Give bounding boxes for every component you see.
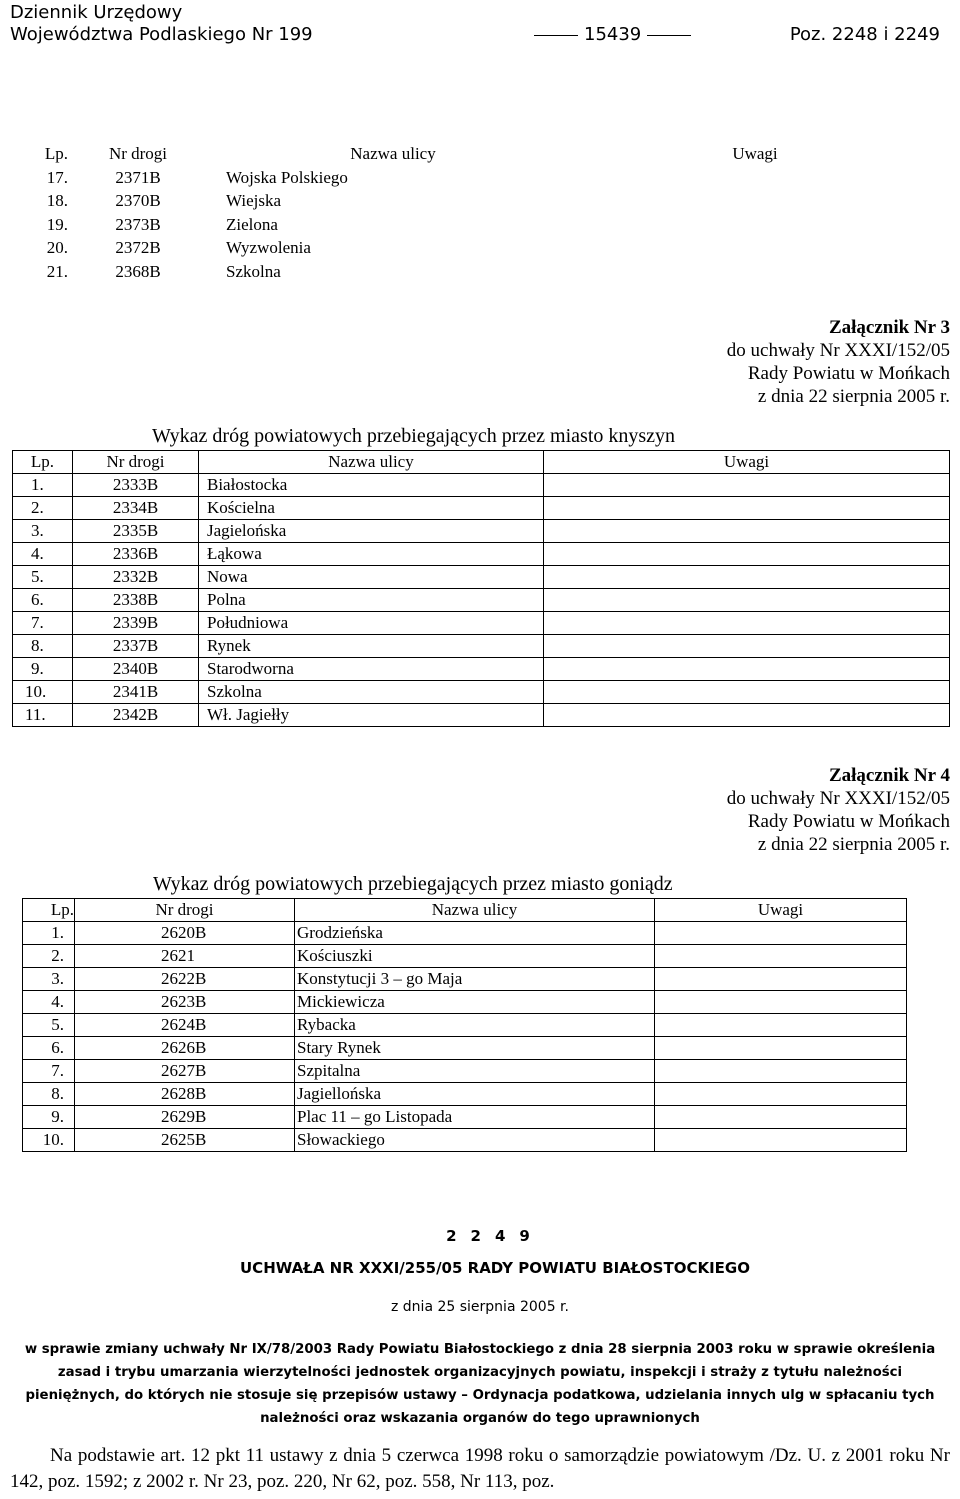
cell-lp: 8. <box>13 635 73 658</box>
table-row <box>13 474 950 497</box>
cell-nazwa: Konstytucji 3 – go Maja <box>295 968 655 991</box>
cell-uwagi <box>544 658 950 681</box>
table-header-row <box>13 451 950 474</box>
table-row <box>23 945 907 968</box>
cell-nazwa: Kościelna <box>199 497 544 520</box>
attachment-3-date: z dnia 22 sierpnia 2005 r. <box>757 386 950 407</box>
cell-nr: 2625B <box>75 1129 295 1152</box>
cell-lp: 5. <box>23 1014 75 1037</box>
table-row <box>13 589 950 612</box>
cell-nr: 2339B <box>73 612 199 635</box>
cell-uwagi <box>588 260 922 284</box>
resolution-title: UCHWAŁA NR XXXI/255/05 RADY POWIATU BIAŁOSTOCKIEGO <box>240 1259 750 1277</box>
cell-uwagi <box>655 968 907 991</box>
cell-uwagi <box>588 189 922 213</box>
cell-nazwa: Łąkowa <box>199 543 544 566</box>
cell-uwagi <box>544 589 950 612</box>
table-row <box>13 612 950 635</box>
table-row <box>23 1083 907 1106</box>
col-lp: Lp. <box>44 144 68 163</box>
cell-nr: 2372B <box>115 238 161 257</box>
cell-nr: 2342B <box>73 704 199 727</box>
page-number-value: 15439 <box>584 24 642 45</box>
cell-uwagi <box>655 1060 907 1083</box>
cell-lp: 17. <box>46 167 68 187</box>
cell-lp: 3. <box>23 968 75 991</box>
cell-lp: 6. <box>13 589 73 612</box>
table-row <box>13 658 950 681</box>
cell-uwagi <box>544 497 950 520</box>
cell-uwagi <box>544 474 950 497</box>
cell-uwagi <box>544 704 950 727</box>
cell-uwagi <box>588 236 922 260</box>
cell-nr: 2370B <box>115 191 161 210</box>
table-row <box>23 1129 907 1152</box>
cell-nazwa: Wł. Jagiełły <box>199 704 544 727</box>
roads-table-continued <box>30 142 922 283</box>
cell-nazwa: Nowa <box>199 566 544 589</box>
cell-lp: 4. <box>23 991 75 1014</box>
cell-uwagi <box>544 635 950 658</box>
list-title-knyszyn: Wykaz dróg powiatowych przebiegających przez miasto knyszyn <box>152 425 676 447</box>
cell-lp: 9. <box>23 1106 75 1129</box>
table-row <box>23 1060 907 1083</box>
cell-nazwa: Starodworna <box>199 658 544 681</box>
cell-nr: 2335B <box>73 520 199 543</box>
table-row <box>13 566 950 589</box>
table-row <box>23 1014 907 1037</box>
table-row <box>13 681 950 704</box>
cell-nazwa: Południowa <box>199 612 544 635</box>
cell-lp: 19. <box>46 214 68 234</box>
cell-nr: 2627B <box>75 1060 295 1083</box>
cell-nazwa: Grodzieńska <box>295 922 655 945</box>
cell-lp: 10. <box>23 1129 75 1152</box>
cell-nazwa: Wyzwolenia <box>226 238 311 257</box>
cell-lp: 1. <box>13 474 73 497</box>
col-nazwa-ulicy: Nazwa ulicy <box>295 899 655 922</box>
cell-nazwa: Jagielońska <box>199 520 544 543</box>
cell-nazwa: Wojska Polskiego <box>226 167 348 187</box>
position-number: 2249 <box>446 1227 544 1245</box>
body-paragraph: Na podstawie art. 12 pkt 11 ustawy z dnia 5 czerwca 1998 roku o samorządzie powiatowym /Dz. U. z 2001 roku Nr 142, poz. 1592; z 2002 r. Nr 23, poz. 220, Nr 62, poz. 558, Nr 113, poz. <box>10 1445 950 1492</box>
cell-uwagi <box>655 1129 907 1152</box>
cell-nazwa: Słowackiego <box>295 1129 655 1152</box>
cell-nazwa: Mickiewicza <box>295 991 655 1014</box>
table-row <box>30 260 922 284</box>
cell-nazwa: Plac 11 – go Listopada <box>295 1106 655 1129</box>
cell-nr: 2336B <box>73 543 199 566</box>
cell-nr: 2338B <box>73 589 199 612</box>
cell-nr: 2620B <box>75 922 295 945</box>
list-title-goniadz: Wykaz dróg powiatowych przebiegających przez miasto goniądz <box>153 873 673 895</box>
table-row <box>13 543 950 566</box>
position-reference: Poz. 2248 i 2249 <box>789 24 940 45</box>
cell-nazwa: Kościuszki <box>295 945 655 968</box>
cell-nr: 2623B <box>75 991 295 1014</box>
attachment-4-date: z dnia 22 sierpnia 2005 r. <box>757 834 950 855</box>
cell-lp: 20. <box>46 238 68 257</box>
cell-nr: 2334B <box>73 497 199 520</box>
roads-table-knyszyn <box>12 450 950 727</box>
attachment-3-title: Załącznik Nr 3 <box>828 317 950 338</box>
table-row <box>23 991 907 1014</box>
col-uwagi: Uwagi <box>655 899 907 922</box>
cell-nr: 2628B <box>75 1083 295 1106</box>
cell-lp: 10. <box>13 681 73 704</box>
cell-uwagi <box>655 1014 907 1037</box>
table-header-row <box>23 899 907 922</box>
attachment-4-title: Załącznik Nr 4 <box>828 765 950 786</box>
cell-nr: 2333B <box>73 474 199 497</box>
cell-nr: 2626B <box>75 1037 295 1060</box>
col-lp: Lp. <box>13 451 73 474</box>
journal-subtitle: Województwa Podlaskiego Nr 199 <box>10 24 313 45</box>
resolution-subject: w sprawie zmiany uchwały Nr IX/78/2003 Rady Powiatu Białostockiego z dnia 28 sierpnia 2003 roku w sprawie określenia zasad i trybu umarzania wierzytelności jednostek organizacyjnych powiatu, inspekcji i straży z tytułu należności pieniężnych, do których nie stosuje się przepisów ustawy – Ordynacja podatkowa, udzielania innych ulg w spłacaniu tych należności oraz wskazania organów do tego uprawnionych <box>24 1342 936 1426</box>
cell-lp: 2. <box>13 497 73 520</box>
cell-uwagi <box>544 566 950 589</box>
cell-uwagi <box>655 991 907 1014</box>
cell-nr: 2332B <box>73 566 199 589</box>
cell-nr: 2621 <box>75 945 295 968</box>
cell-uwagi <box>588 166 922 190</box>
cell-uwagi <box>544 612 950 635</box>
cell-nr: 2373B <box>115 214 161 234</box>
cell-nazwa: Szkolna <box>199 681 544 704</box>
cell-uwagi <box>655 1083 907 1106</box>
cell-nazwa: Jagiellońska <box>295 1083 655 1106</box>
cell-nr: 2622B <box>75 968 295 991</box>
cell-nr: 2341B <box>73 681 199 704</box>
cell-lp: 21. <box>46 261 68 281</box>
cell-nr: 2368B <box>115 261 161 281</box>
cell-lp: 11. <box>13 704 73 727</box>
table-row <box>13 704 950 727</box>
cell-lp: 1. <box>23 922 75 945</box>
attachment-4-header <box>727 764 950 856</box>
cell-nazwa: Szkolna <box>226 261 281 281</box>
col-uwagi: Uwagi <box>732 144 778 163</box>
resolution-date: z dnia 25 sierpnia 2005 r. <box>391 1299 569 1315</box>
table-row <box>13 497 950 520</box>
table-row <box>30 166 922 190</box>
cell-uwagi <box>655 922 907 945</box>
col-nr-drogi: Nr drogi <box>73 451 199 474</box>
page-number <box>528 24 697 45</box>
col-nazwa-ulicy: Nazwa ulicy <box>199 451 544 474</box>
cell-nazwa: Rynek <box>199 635 544 658</box>
attachment-3-header <box>727 316 950 408</box>
attachment-3-council: Rady Powiatu w Mońkach <box>747 363 950 384</box>
cell-lp: 9. <box>13 658 73 681</box>
col-uwagi: Uwagi <box>544 451 950 474</box>
table-row <box>30 213 922 237</box>
cell-lp: 5. <box>13 566 73 589</box>
table-row <box>30 189 922 213</box>
table-row <box>23 1037 907 1060</box>
cell-lp: 8. <box>23 1083 75 1106</box>
cell-nr: 2624B <box>75 1014 295 1037</box>
cell-nr: 2371B <box>115 167 161 187</box>
cell-uwagi <box>544 543 950 566</box>
cell-uwagi <box>544 681 950 704</box>
table-header-row <box>30 142 922 166</box>
resolution-body <box>10 1443 950 1495</box>
table-row <box>13 635 950 658</box>
cell-uwagi <box>655 1037 907 1060</box>
cell-uwagi <box>588 213 922 237</box>
journal-title: Dziennik Urzędowy <box>10 2 183 23</box>
cell-lp: 4. <box>13 543 73 566</box>
cell-lp: 6. <box>23 1037 75 1060</box>
cell-nazwa: Polna <box>199 589 544 612</box>
cell-nazwa: Zielona <box>226 214 278 234</box>
cell-nazwa: Wiejska <box>226 191 282 210</box>
cell-nr: 2337B <box>73 635 199 658</box>
cell-lp: 18. <box>46 191 68 210</box>
cell-nazwa: Stary Rynek <box>295 1037 655 1060</box>
cell-nr: 2629B <box>75 1106 295 1129</box>
table-row <box>30 236 922 260</box>
attachment-4-resolution: do uchwały Nr XXXI/152/05 <box>726 788 950 809</box>
cell-uwagi <box>655 945 907 968</box>
cell-lp: 3. <box>13 520 73 543</box>
col-nr-drogi: Nr drogi <box>108 144 168 163</box>
cell-uwagi <box>544 520 950 543</box>
table-row <box>23 1106 907 1129</box>
cell-lp: 2. <box>23 945 75 968</box>
table-row <box>23 968 907 991</box>
attachment-4-council: Rady Powiatu w Mońkach <box>747 811 950 832</box>
col-nr-drogi: Nr drogi <box>75 899 295 922</box>
cell-lp: 7. <box>13 612 73 635</box>
cell-nazwa: Rybacka <box>295 1014 655 1037</box>
cell-nr: 2340B <box>73 658 199 681</box>
table-row <box>23 922 907 945</box>
cell-lp: 7. <box>23 1060 75 1083</box>
roads-table-goniadz <box>22 898 907 1152</box>
cell-uwagi <box>655 1106 907 1129</box>
cell-nazwa: Szpitalna <box>295 1060 655 1083</box>
col-nazwa-ulicy: Nazwa ulicy <box>350 144 436 163</box>
attachment-3-resolution: do uchwały Nr XXXI/152/05 <box>726 340 950 361</box>
col-lp: Lp. <box>23 899 75 922</box>
table-row <box>13 520 950 543</box>
cell-nazwa: Białostocka <box>199 474 544 497</box>
